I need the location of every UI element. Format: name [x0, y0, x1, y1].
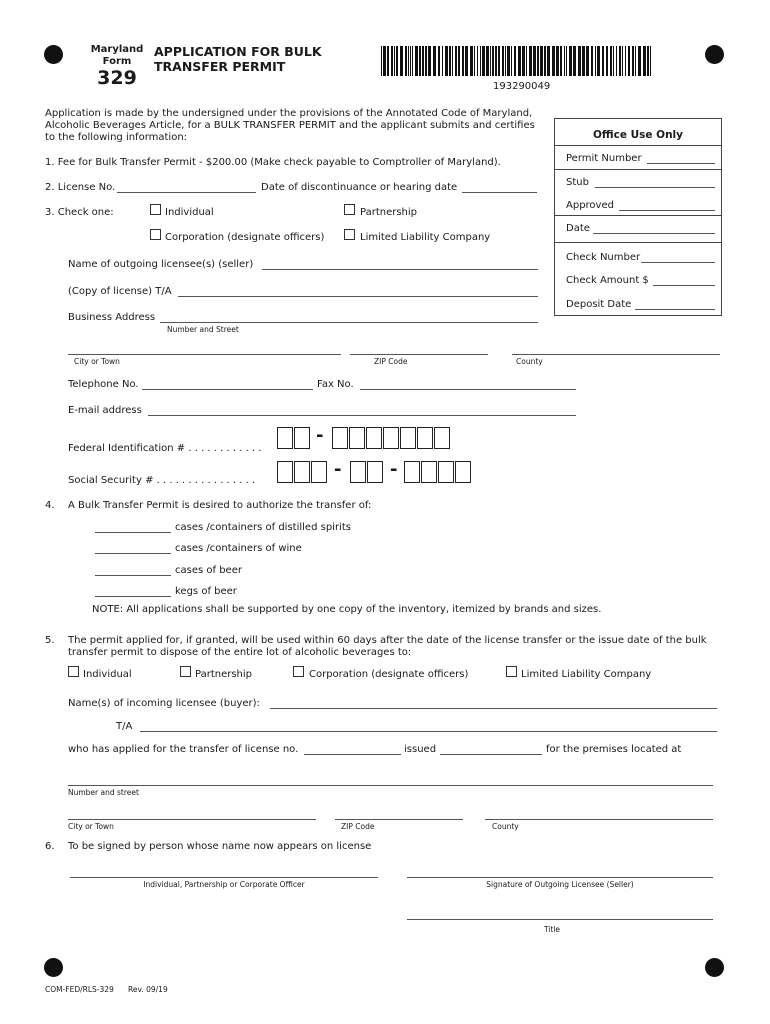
barcode-bar: [387, 46, 389, 76]
seller-name-label: Name of outgoing licensee(s) (seller): [68, 259, 254, 270]
barcode-bar: [410, 46, 411, 76]
buyer-ta-label: T/A: [116, 721, 133, 732]
zip-caption: ZIP Code: [374, 357, 408, 366]
barcode-bar: [474, 46, 475, 76]
seller-llc-checkbox[interactable]: [344, 229, 355, 240]
fein-label: Federal Identification # . . . . . . . . . . . .: [68, 443, 262, 454]
barcode-bar: [480, 46, 481, 76]
barcode-bar: [556, 46, 559, 76]
license-no-label: 2. License No.: [45, 182, 116, 193]
stub-label: Stub: [566, 177, 589, 188]
wine-field[interactable]: [95, 553, 171, 554]
barcode-bar: [394, 46, 395, 76]
barcode-bar: [597, 46, 600, 76]
business-address-label: Business Address: [68, 312, 156, 323]
title-line-2: TRANSFER PERMIT: [154, 59, 286, 74]
permit-number-label: Permit Number: [566, 153, 642, 164]
barcode: [381, 46, 653, 78]
barcode-bar: [514, 46, 516, 76]
deposit-date-label: Deposit Date: [566, 299, 632, 310]
item-5-line-2: transfer permit to dispose of the entire lot of alcoholic beverages to:: [68, 647, 412, 658]
beer-field[interactable]: [95, 575, 171, 576]
barcode-bar: [455, 46, 457, 76]
barcode-bar: [522, 46, 525, 76]
barcode-bar: [470, 46, 473, 76]
barcode-bar: [405, 46, 407, 76]
seller-signature-field[interactable]: [407, 877, 713, 878]
office-use-box: [554, 118, 722, 316]
barcode-bar: [396, 46, 398, 76]
barcode-bar: [552, 46, 555, 76]
page-title: [154, 44, 322, 74]
business-address-field[interactable]: [160, 322, 538, 323]
email-field[interactable]: [148, 415, 576, 416]
check-amount-label: Check Amount $: [566, 275, 649, 286]
revision: Rev. 09/19: [128, 985, 168, 994]
issued-field[interactable]: [440, 754, 542, 755]
seller-llc-label: Limited Liability Company: [360, 232, 491, 243]
barcode-bar: [540, 46, 543, 76]
number-street-caption: Number and Street: [167, 325, 239, 334]
premises-zip-field[interactable]: [335, 819, 463, 820]
barcode-bar: [606, 46, 608, 76]
deposit-date-field[interactable]: [635, 309, 715, 310]
barcode-bar: [529, 46, 532, 76]
barcode-bar: [566, 46, 567, 76]
barcode-bar: [533, 46, 536, 76]
fax-label: Fax No.: [317, 379, 354, 390]
county-caption-2: County: [492, 822, 519, 831]
barcode-bar: [400, 46, 403, 76]
barcode-bar: [465, 46, 468, 76]
seller-partnership-checkbox[interactable]: [344, 204, 355, 215]
barcode-bar: [616, 46, 617, 76]
barcode-bar: [383, 46, 386, 76]
barcode-bar: [412, 46, 413, 76]
barcode-bar: [619, 46, 621, 76]
barcode-bar: [518, 46, 521, 76]
barcode-bar: [569, 46, 572, 76]
telephone-label: Telephone No.: [68, 379, 139, 390]
intro-line-3: to the following information:: [45, 132, 188, 143]
barcode-bar: [650, 46, 651, 76]
item-6-text: To be signed by person whose name now appears on license: [68, 841, 372, 852]
barcode-bar: [452, 46, 453, 76]
seller-ta-field[interactable]: [178, 296, 538, 297]
barcode-bar: [647, 46, 649, 76]
barcode-bar: [547, 46, 550, 76]
officer-caption: Individual, Partnership or Corporate Officer: [143, 880, 305, 889]
form-number: 329: [97, 67, 137, 89]
applied-license-field[interactable]: [304, 754, 401, 755]
barcode-bar: [505, 46, 506, 76]
title-field[interactable]: [407, 919, 713, 920]
license-no-field[interactable]: [117, 192, 256, 193]
county-caption: County: [516, 357, 543, 366]
seller-corporation-label: Corporation (designate officers): [165, 232, 325, 243]
barcode-bar: [477, 46, 478, 76]
barcode-bar: [625, 46, 626, 76]
barcode-bar: [582, 46, 585, 76]
ssn-label: Social Security # . . . . . . . . . . . . . . . .: [68, 475, 256, 486]
city-caption: City or Town: [74, 357, 120, 366]
barcode-bar: [433, 46, 436, 76]
spirits-field[interactable]: [95, 532, 171, 533]
barcode-bar: [602, 46, 604, 76]
inventory-note: NOTE: All applications shall be supported by one copy of the inventory, itemized by brands and sizes.: [92, 604, 602, 615]
email-label: E-mail address: [68, 405, 142, 416]
barcode-bar: [595, 46, 596, 76]
barcode-bar: [449, 46, 451, 76]
registration-mark: [705, 958, 724, 977]
buyer-name-label: Name(s) of incoming licensee (buyer):: [68, 698, 260, 709]
item-4-number: 4.: [45, 500, 55, 511]
barcode-bar: [495, 46, 497, 76]
barcode-bar: [632, 46, 634, 76]
barcode-bar: [381, 46, 382, 76]
barcode-bar: [511, 46, 512, 76]
premises-county-field[interactable]: [485, 819, 713, 820]
stub-field[interactable]: [595, 187, 715, 188]
seller-name-field[interactable]: [262, 269, 538, 270]
barcode-bar: [492, 46, 494, 76]
buyer-individual-label: Individual: [83, 669, 132, 680]
check-one-label: 3. Check one:: [45, 207, 114, 218]
applied-label: who has applied for the transfer of license no.: [68, 744, 299, 755]
buyer-llc-label: Limited Liability Company: [521, 669, 652, 680]
barcode-bar: [442, 46, 443, 76]
seller-corporation-checkbox[interactable]: [150, 229, 161, 240]
date-field[interactable]: [593, 233, 715, 234]
buyer-partnership-checkbox[interactable]: [180, 666, 191, 677]
premises-city-field[interactable]: [68, 819, 316, 820]
barcode-bar: [586, 46, 589, 76]
registration-mark: [44, 958, 63, 977]
barcode-bar: [507, 46, 510, 76]
registration-mark: [44, 45, 63, 64]
barcode-bar: [628, 46, 630, 76]
form-word: Form: [102, 56, 132, 67]
officer-name-field[interactable]: [70, 877, 378, 878]
title-line-1: APPLICATION FOR BULK: [154, 44, 322, 59]
barcode-bar: [573, 46, 576, 76]
title-caption: Title: [543, 925, 561, 934]
state-name: Maryland: [90, 44, 144, 55]
form-code: COM-FED/RLS-329: [45, 985, 114, 994]
barcode-bar: [490, 46, 491, 76]
barcode-bar: [425, 46, 427, 76]
city-caption-2: City or Town: [68, 822, 114, 831]
item-5-line-1: The permit applied for, if granted, will be used within 60 days after the date of the license transfer or the issue date of the bulk: [68, 635, 707, 646]
seller-individual-checkbox[interactable]: [150, 204, 161, 215]
discontinuance-label: Date of discontinuance or hearing date: [261, 182, 458, 193]
barcode-bar: [462, 46, 464, 76]
kegs-label: kegs of beer: [175, 586, 237, 597]
approved-label: Approved: [566, 200, 614, 211]
form-badge: [88, 44, 146, 88]
wine-label: cases /containers of wine: [175, 543, 302, 554]
item-1-fee: 1. Fee for Bulk Transfer Permit - $200.00 (Make check payable to Comptroller of Maryland).: [45, 157, 501, 168]
issued-label: issued: [404, 744, 437, 755]
barcode-bar: [408, 46, 409, 76]
beer-label: cases of beer: [175, 565, 242, 576]
seller-partnership-label: Partnership: [360, 207, 418, 218]
barcode-bar: [445, 46, 448, 76]
seller-city-field[interactable]: [68, 354, 341, 355]
barcode-bar: [560, 46, 562, 76]
barcode-bar: [537, 46, 539, 76]
item-6-number: 6.: [45, 841, 55, 852]
buyer-partnership-label: Partnership: [195, 669, 253, 680]
buyer-corporation-checkbox[interactable]: [293, 666, 304, 677]
buyer-individual-checkbox[interactable]: [68, 666, 79, 677]
date-label: Date: [566, 223, 590, 234]
kegs-field[interactable]: [95, 596, 171, 597]
barcode-bar: [391, 46, 393, 76]
seller-individual-label: Individual: [165, 207, 214, 218]
premises-street-field[interactable]: [68, 785, 713, 786]
number-street-caption-2: Number and street: [68, 788, 139, 797]
barcode-bar: [486, 46, 489, 76]
barcode-bar: [458, 46, 460, 76]
barcode-bar: [422, 46, 424, 76]
barcode-number: 193290049: [493, 81, 551, 92]
barcode-bar: [498, 46, 500, 76]
fax-field[interactable]: [360, 389, 576, 390]
barcode-bar: [613, 46, 614, 76]
barcode-bar: [415, 46, 418, 76]
seller-county-field[interactable]: [512, 354, 720, 355]
barcode-bar: [544, 46, 546, 76]
registration-mark: [705, 45, 724, 64]
check-number-field[interactable]: [641, 262, 715, 263]
barcode-bar: [610, 46, 612, 76]
spirits-label: cases /containers of distilled spirits: [175, 522, 351, 533]
premises-label: for the premises located at: [546, 744, 682, 755]
buyer-corporation-label: Corporation (designate officers): [309, 669, 469, 680]
barcode-bar: [482, 46, 485, 76]
barcode-bar: [502, 46, 504, 76]
barcode-bar: [419, 46, 421, 76]
seller-ta-label: (Copy of license) T/A: [68, 286, 172, 297]
barcode-bar: [635, 46, 636, 76]
barcode-bar: [564, 46, 565, 76]
buyer-llc-checkbox[interactable]: [506, 666, 517, 677]
barcode-bar: [643, 46, 646, 76]
approved-field[interactable]: [619, 210, 715, 211]
intro-line-2: Alcoholic Beverages Article, for a BULK TRANSFER PERMIT and the applicant submits and certifies: [45, 120, 535, 131]
item-4-text: A Bulk Transfer Permit is desired to authorize the transfer of:: [68, 500, 372, 511]
office-use-title: Office Use Only: [592, 129, 684, 141]
discontinuance-field[interactable]: [462, 192, 537, 193]
barcode-bar: [638, 46, 641, 76]
barcode-bar: [591, 46, 593, 76]
item-5-number: 5.: [45, 635, 55, 646]
barcode-bar: [526, 46, 527, 76]
signature-caption: Signature of Outgoing Licensee (Seller): [486, 880, 634, 889]
permit-number-field[interactable]: [647, 163, 715, 164]
telephone-field[interactable]: [142, 389, 313, 390]
check-number-label: Check Number: [566, 252, 641, 263]
buyer-name-field[interactable]: [270, 708, 717, 709]
barcode-bar: [622, 46, 623, 76]
zip-caption-2: ZIP Code: [341, 822, 375, 831]
barcode-bar: [438, 46, 440, 76]
buyer-ta-field[interactable]: [140, 731, 717, 732]
intro-line-1: Application is made by the undersigned under the provisions of the Annotated Code of Maryland,: [45, 108, 533, 119]
seller-zip-field[interactable]: [350, 354, 488, 355]
check-amount-field[interactable]: [653, 285, 715, 286]
barcode-bar: [428, 46, 431, 76]
barcode-bar: [578, 46, 581, 76]
